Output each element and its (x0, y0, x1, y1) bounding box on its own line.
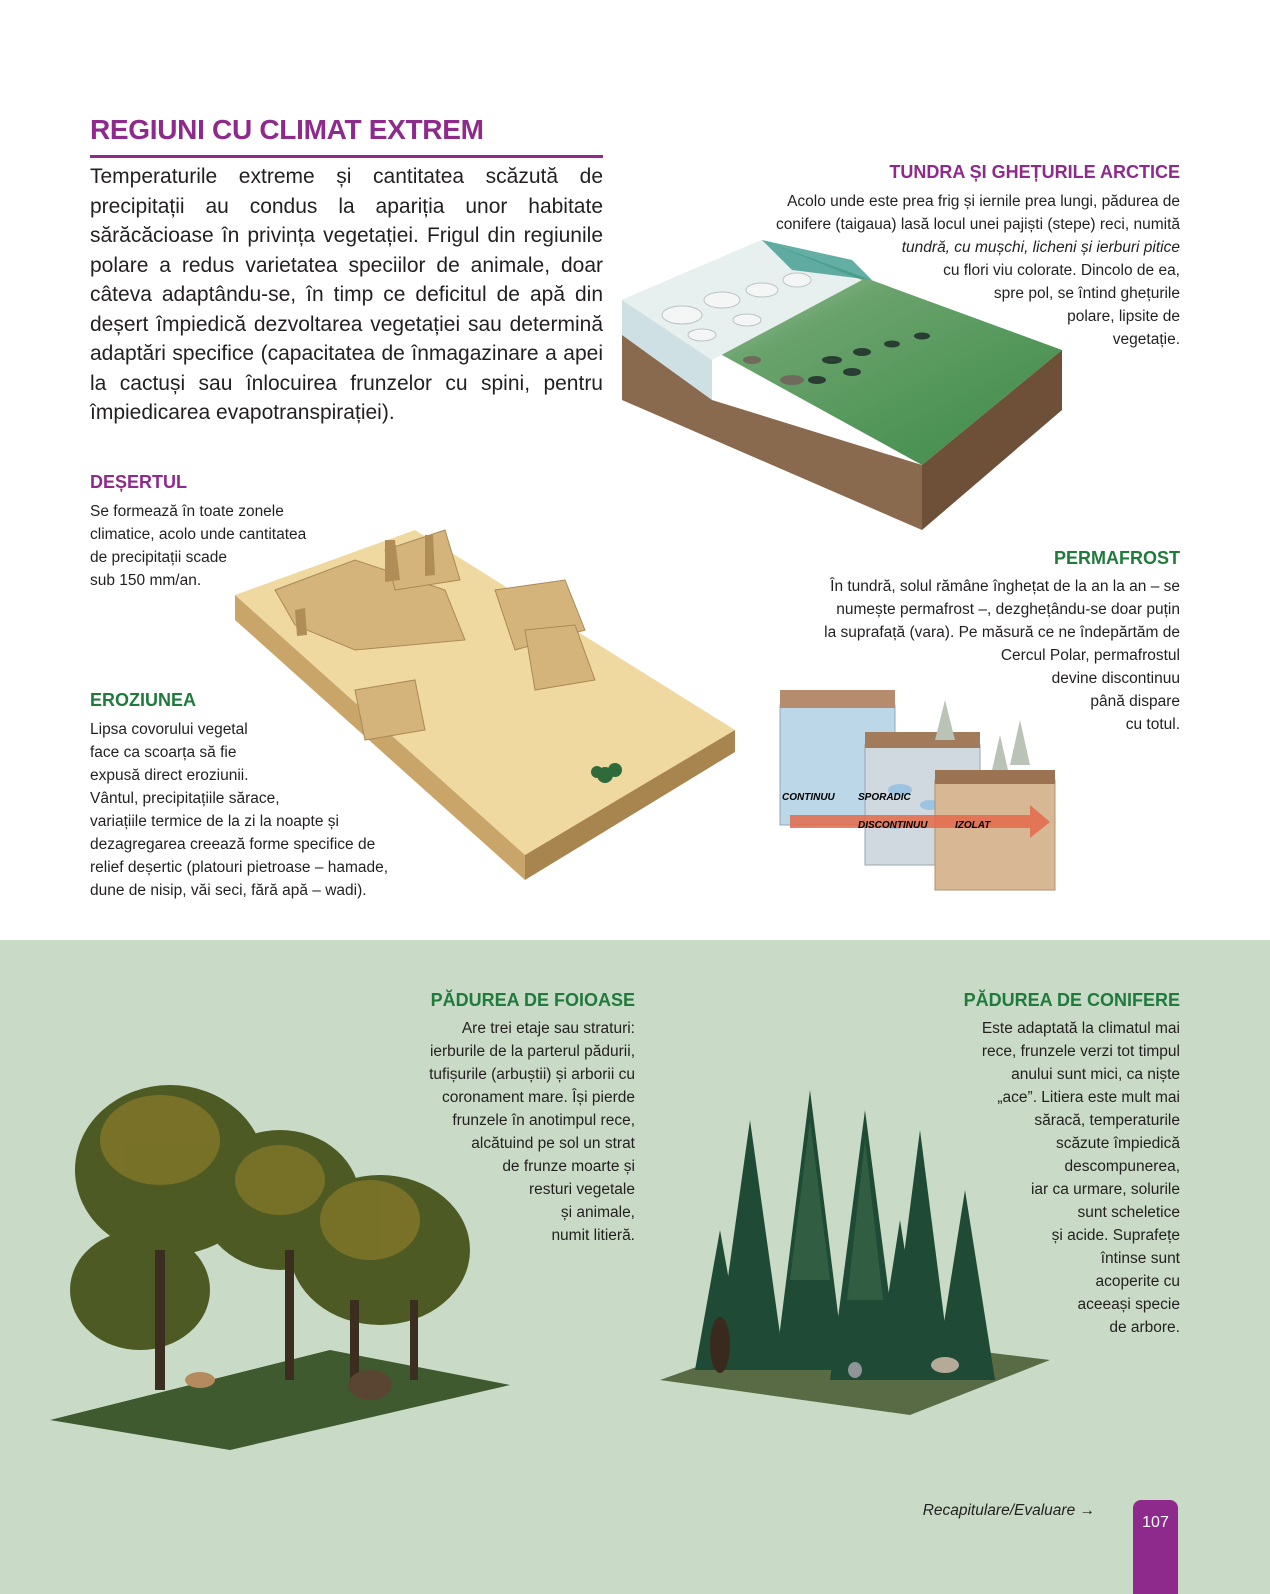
deciduous-line: resturi vegetale (529, 1181, 635, 1198)
conifer-line: „ace”. Litiera este mult mai (997, 1089, 1180, 1106)
erosion-line: dezagregarea creează forme specifice de (90, 836, 376, 853)
erosion-line: relief deșertic (platouri pietroase – hamade, (90, 859, 389, 876)
erosion-line: dune de nisip, văi seci, fără apă – wadi). (90, 882, 367, 899)
review-link[interactable]: Recapitulare/Evaluare → (922, 1502, 1095, 1519)
title-underline (90, 155, 603, 158)
deciduous-line: alcătuind pe sol un strat (471, 1135, 635, 1152)
erosion-line: expusă direct eroziunii. (90, 767, 249, 784)
erosion-text (90, 718, 450, 902)
tundra-line: spre pol, se întind ghețurile (993, 285, 1180, 302)
deciduous-line: ierburile de la parterul pădurii, (429, 1043, 635, 1060)
conifer-line: Este adaptată la climatul mai (981, 1020, 1180, 1037)
conifer-line: iar ca urmare, solurile (1030, 1181, 1180, 1198)
conifer-line: descompunerea, (1064, 1158, 1180, 1175)
desert-line: de precipitații scade (90, 549, 227, 566)
desert-line: sub 150 mm/an. (90, 572, 202, 589)
permafrost-line: cu totul. (1125, 716, 1180, 733)
label-discontinuu: DISCONTINUU (858, 820, 928, 831)
conifer-line: întinse sunt (1100, 1250, 1180, 1267)
desert-line: Se formează în toate zonele (90, 503, 284, 520)
tundra-line: polare, lipsite de (1067, 308, 1180, 325)
permafrost-line: În tundră, solul rămâne înghețat de la an la an – se (830, 578, 1180, 595)
permafrost-line: la suprafață (vara). Pe măsură ce ne îndepărtăm de (824, 624, 1180, 641)
page-number: 107 (1142, 1514, 1169, 1531)
conifer-heading: PĂDUREA DE CONIFERE (963, 990, 1180, 1010)
conifer-line: și acide. Suprafețe (1051, 1227, 1180, 1244)
deciduous-line: frunzele în anotimpul rece, (452, 1112, 635, 1129)
deciduous-line: numit litieră. (551, 1227, 635, 1244)
permafrost-line: numește permafrost –, dezghețându-se doar puțin (836, 601, 1180, 618)
erosion-line: variațiile termice de la zi la noapte și (90, 813, 339, 830)
tundra-line: Acolo unde este prea frig și iernile prea lungi, pădurea de (787, 193, 1180, 210)
permafrost-line: până dispare (1090, 693, 1180, 710)
label-sporadic: SPORADIC (858, 792, 911, 803)
deciduous-line: coronament mare. Își pierde (442, 1089, 635, 1106)
conifer-line: acoperite cu (1095, 1273, 1180, 1290)
deciduous-line: tufișurile (arbuștii) și arborii cu (429, 1066, 635, 1083)
tundra-block-illustration (622, 240, 1082, 540)
label-izolat: IZOLAT (955, 820, 991, 831)
conifer-line: săracă, temperaturile (1034, 1112, 1180, 1129)
deciduous-line: de frunze moarte și (502, 1158, 635, 1175)
tundra-line: vegetație. (1112, 331, 1180, 348)
tundra-line: cu flori viu colorate. Dincolo de ea, (943, 262, 1180, 279)
permafrost-heading: PERMAFROST (1054, 548, 1180, 568)
deciduous-line: și animale, (560, 1204, 635, 1221)
conifer-line: scăzute împiedică (1055, 1135, 1180, 1152)
conifer-forest-illustration (660, 1080, 1060, 1420)
permafrost-line: Cercul Polar, permafrostul (1000, 647, 1180, 664)
erosion-heading: EROZIUNEA (90, 690, 197, 710)
label-continuu: CONTINUU (782, 792, 835, 803)
conifer-line: rece, frunzele verzi tot timpul (981, 1043, 1180, 1060)
erosion-line: face ca scoarța să fie (90, 744, 237, 761)
deciduous-line: Are trei etaje sau straturi: (461, 1020, 635, 1037)
desert-line: climatice, acolo unde cantitatea (90, 526, 307, 543)
tundra-heading: TUNDRA ȘI GHEȚURILE ARCTICE (889, 162, 1180, 182)
tundra-line: tundră, cu mușchi, licheni și ierburi pitice (901, 239, 1180, 256)
page-title: REGIUNI CU CLIMAT EXTREM (90, 114, 484, 145)
desert-heading: DEȘERTUL (90, 472, 188, 492)
deciduous-forest-illustration (50, 1050, 520, 1450)
conifer-line: anului sunt mici, ca niște (1011, 1066, 1180, 1083)
intro-paragraph: Temperaturile extreme și cantitatea scăzută de precipitații au condus la apariția unor habitate sărăcăcioase în privința vegetației. Frigul din regiunile polare a redus varietatea speciilor de animale, doar câteva adaptându-se, în timp ce deficitul de apă din deșert împiedică dezvoltarea vegetației sau determină adaptări specifice (capacitatea de înmagazinare a apei la cactuși sau înlocuirea frunzelor cu spini, pentru împiedicarea evapotranspirației). (90, 165, 603, 424)
conifer-line: de arbore. (1109, 1319, 1180, 1336)
deciduous-heading: PĂDUREA DE FOIOASE (430, 990, 635, 1010)
permafrost-diagram (770, 680, 1070, 900)
erosion-line: Lipsa covorului vegetal (90, 721, 248, 738)
conifer-line: aceeași specie (1077, 1296, 1180, 1313)
tundra-line: conifere (taigaua) lasă locul unei pajiști (stepe) reci, numită (775, 216, 1180, 233)
conifer-line: sunt scheletice (1077, 1204, 1180, 1221)
erosion-line: Vântul, precipitațiile sărace, (90, 790, 280, 807)
permafrost-line: devine discontinuu (1051, 670, 1180, 687)
